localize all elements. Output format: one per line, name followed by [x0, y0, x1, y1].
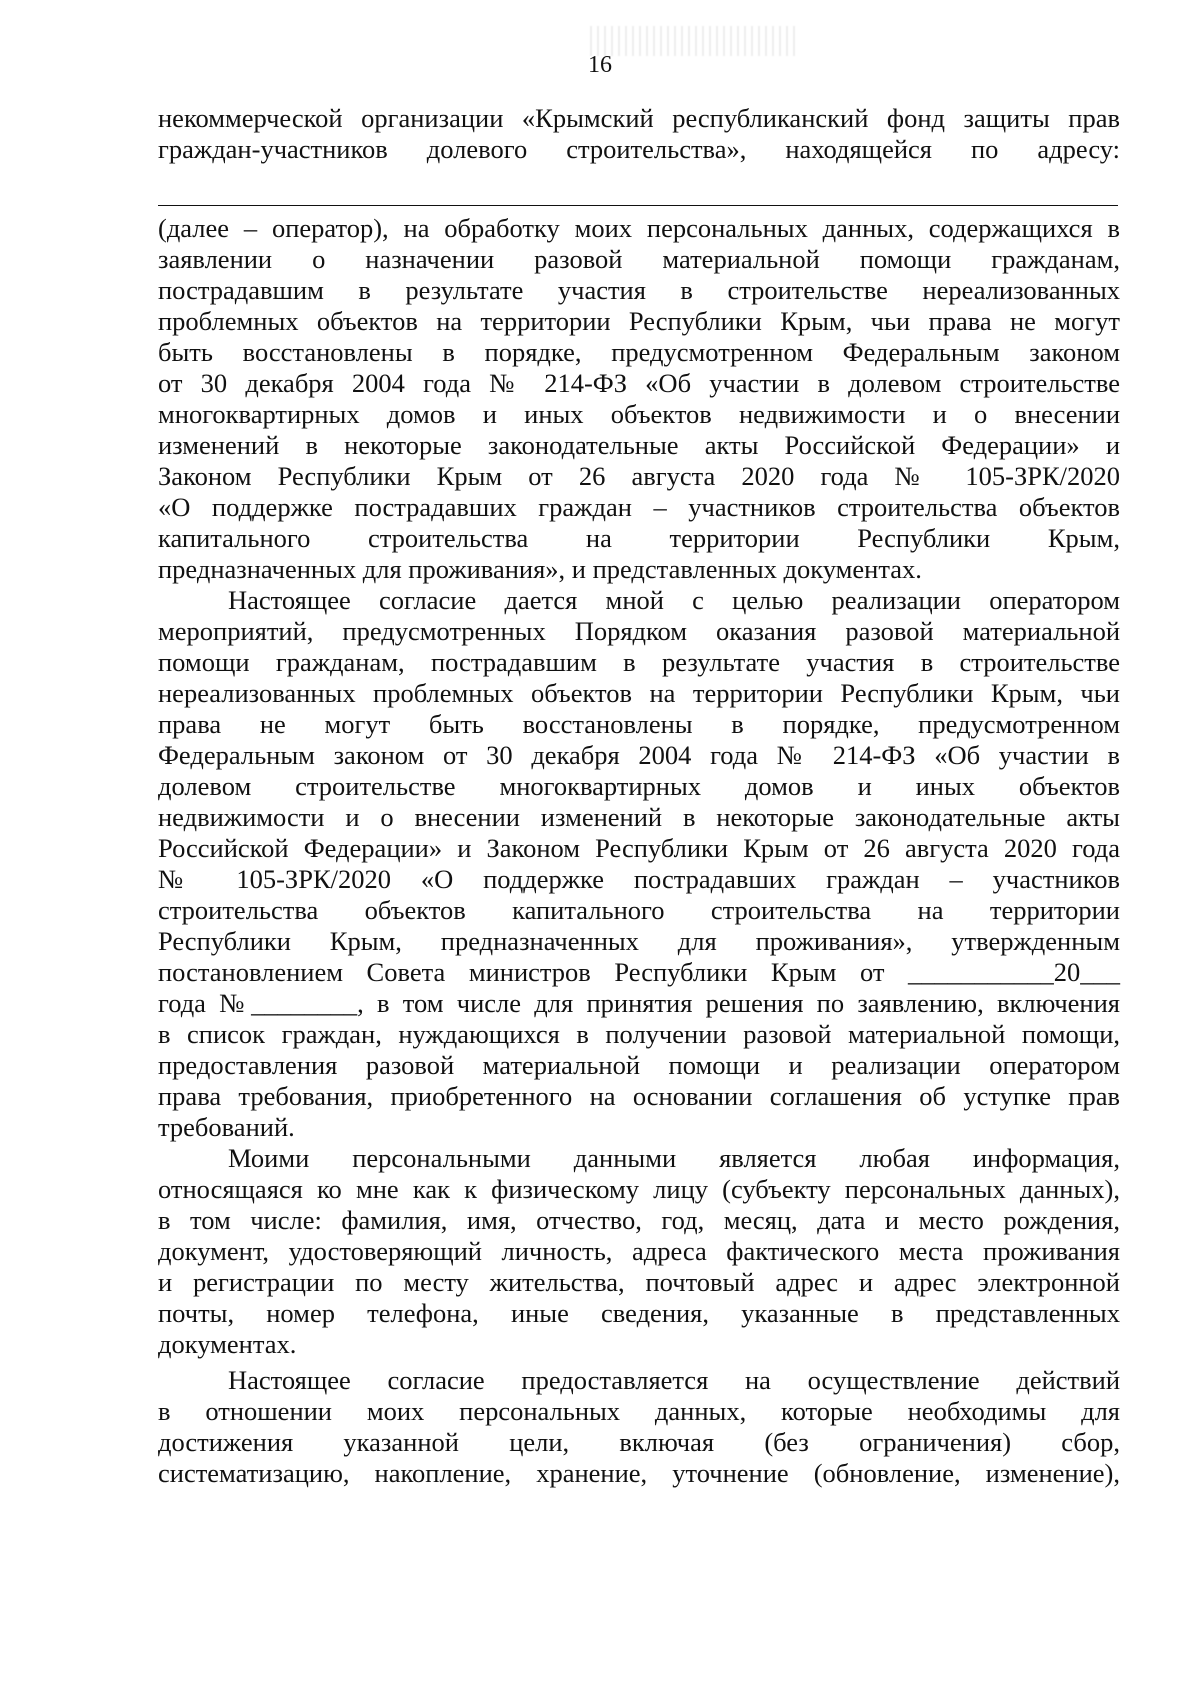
- text-line: относящаяся ко мне как к физическому лицу (субъекту персональных данных),: [158, 1174, 1120, 1204]
- text-line: документах.: [158, 1329, 297, 1359]
- text-line: Законом Республики Крым от 26 августа 2020 года № 105-ЗРК/2020: [158, 461, 1120, 491]
- paragraph-first-line: Настоящее согласие предоставляется на осуществление действий: [228, 1365, 1120, 1395]
- text-line: Российской Федерации» и Законом Республики Крым от 26 августа 2020 года: [158, 833, 1120, 863]
- text-line: помощи гражданам, пострадавшим в результате участия в строительстве: [158, 647, 1120, 677]
- text-line: Федеральным законом от 30 декабря 2004 года № 214-ФЗ «Об участии в: [158, 740, 1120, 770]
- text-line: достижения указанной цели, включая (без ограничения) сбор,: [158, 1427, 1120, 1457]
- text-line: мероприятий, предусмотренных Порядком оказания разовой материальной: [158, 616, 1120, 646]
- text-line: граждан-участников долевого строительства», находящейся по адресу:: [158, 134, 1120, 164]
- paragraph-first-line: Моими персональными данными является любая информация,: [228, 1143, 1120, 1173]
- text-line: постановлением Совета министров Республики Крым от ___________20___: [158, 957, 1120, 987]
- text-line: и регистрации по месту жительства, почтовый адрес и адрес электронной: [158, 1267, 1120, 1297]
- page-number: 16: [588, 52, 612, 78]
- text-line: № 105-ЗРК/2020 «О поддержке пострадавших граждан – участников: [158, 864, 1120, 894]
- text-line: предназначенных для проживания», и представленных документах.: [158, 554, 922, 584]
- text-line: от 30 декабря 2004 года № 214-ФЗ «Об участии в долевом строительстве: [158, 368, 1120, 398]
- paragraph-first-line: Настоящее согласие дается мной с целью реализации оператором: [228, 585, 1120, 615]
- text-line: многоквартирных домов и иных объектов недвижимости и о внесении: [158, 399, 1120, 429]
- text-line: в отношении моих персональных данных, которые необходимы для: [158, 1396, 1120, 1426]
- text-line: капитального строительства на территории Республики Крым,: [158, 523, 1120, 553]
- text-line: некоммерческой организации «Крымский республиканский фонд защиты прав: [158, 103, 1120, 133]
- text-line: изменений в некоторые законодательные акты Российской Федерации» и: [158, 430, 1120, 460]
- address-blank-line: [158, 205, 1118, 206]
- text-line: требований.: [158, 1112, 295, 1142]
- text-line: Республики Крым, предназначенных для проживания», утвержденным: [158, 926, 1120, 956]
- text-line: почты, номер телефона, иные сведения, указанные в представленных: [158, 1298, 1120, 1328]
- text-line: быть восстановлены в порядке, предусмотренном Федеральным законом: [158, 337, 1120, 367]
- text-line: проблемных объектов на территории Республики Крым, чьи права не могут: [158, 306, 1120, 336]
- text-line: недвижимости и о внесении изменений в некоторые законодательные акты: [158, 802, 1120, 832]
- text-line: систематизацию, накопление, хранение, уточнение (обновление, изменение),: [158, 1458, 1120, 1488]
- text-line: строительства объектов капитального строительства на территории: [158, 895, 1120, 925]
- text-line: в том числе: фамилия, имя, отчество, год, месяц, дата и место рождения,: [158, 1205, 1120, 1235]
- text-line: в список граждан, нуждающихся в получении разовой материальной помощи,: [158, 1019, 1120, 1049]
- text-line: «О поддержке пострадавших граждан – участников строительства объектов: [158, 492, 1120, 522]
- text-line: документ, удостоверяющий личность, адреса фактического места проживания: [158, 1236, 1120, 1266]
- text-line: права требования, приобретенного на основании соглашения об уступке прав: [158, 1081, 1120, 1111]
- text-line: заявлении о назначении разовой материальной помощи гражданам,: [158, 244, 1120, 274]
- text-line: (далее – оператор), на обработку моих персональных данных, содержащихся в: [158, 213, 1120, 243]
- text-line: пострадавшим в результате участия в строительстве нереализованных: [158, 275, 1120, 305]
- text-line: года №________, в том числе для принятия решения по заявлению, включения: [158, 988, 1120, 1018]
- text-line: предоставления разовой материальной помощи и реализации оператором: [158, 1050, 1120, 1080]
- text-line: нереализованных проблемных объектов на территории Республики Крым, чьи: [158, 678, 1120, 708]
- text-line: долевом строительстве многоквартирных домов и иных объектов: [158, 771, 1120, 801]
- text-line: права не могут быть восстановлены в порядке, предусмотренном: [158, 709, 1120, 739]
